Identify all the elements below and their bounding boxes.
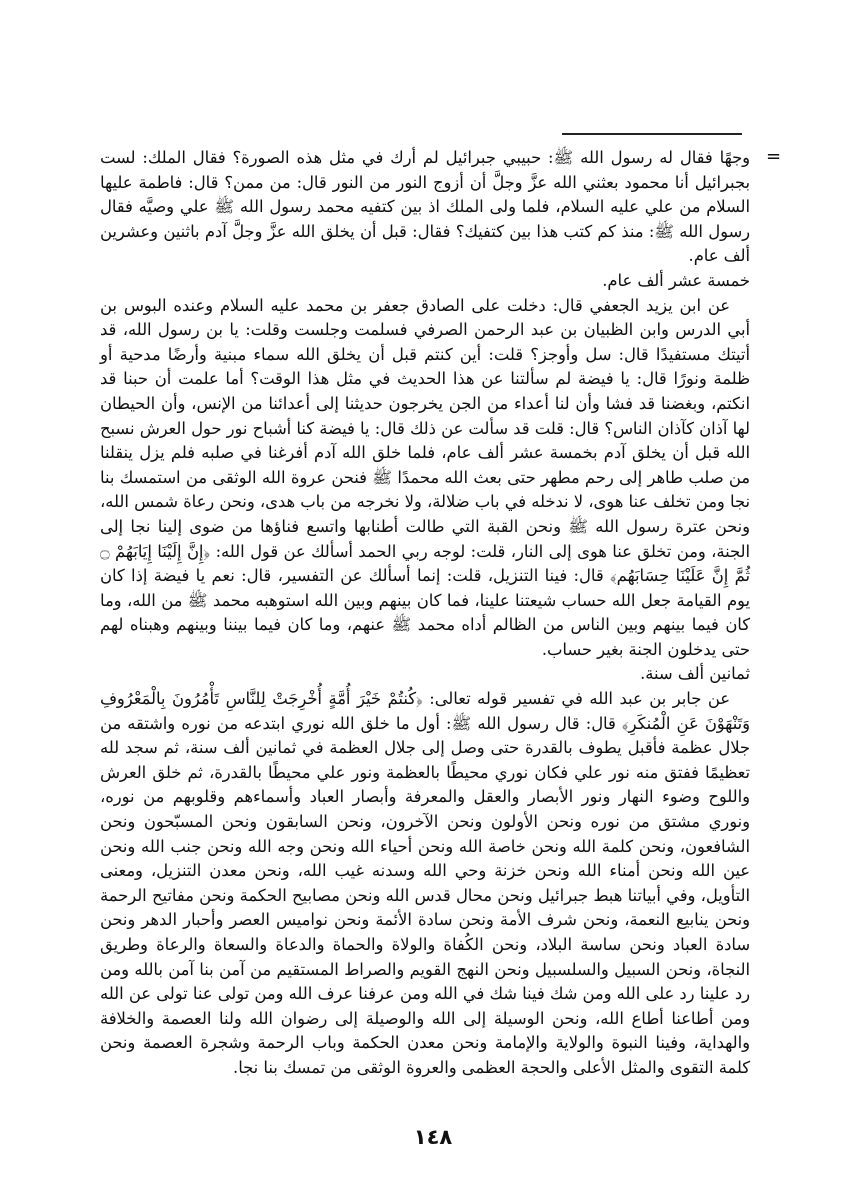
paragraph-heading-eighty-thousand: ثمانين ألف سنة. xyxy=(640,664,750,684)
paragraph-3: عن جابر بن عبد الله في تفسير قوله تعالى: ﴿كُنتُمْ خَيْرَ أُمَّةٍ أُخْرِجَتْ لِلنَّاسِ تَأْمُرُونَ بِالْمَعْرُوفِ وَتَنْهَوْنَ عَنِ الْمُنكَرِ﴾ قال: قال رسول الله ﷺ: أول ما خلق الله نوري ابتدعه من نوره واشتقه من جلال عظمة فأقبل يطوف بالقدرة حتى وصل إلى جلال العظمة في ثمانين ألف سنة، ثم سجد لله تعظيمًا ففتق منه نور علي فكان نوري محيطًا بالعظمة ونور علي محيطًا بالقدرة، ثم خلق العرش واللوح وضوء النهار ونور الأبصار والعقل والمعرفة وأبصار العباد وأسماءهم وقلوبهم من نوره، ونوري مشتق من نوره ونحن الأولون ونحن الآخرون، ونحن السابقون ونحن المسبّحون ونحن الشافعون، ونحن كلمة الله ونحن خاصة الله ونحن أحياء الله ونحن وجه الله ونحن جنب الله ونحن عين الله ونحن أمناء الله ونحن خزنة وحي الله وسدنه غيب الله، ونحن معدن التنزيل، ومعنى التأويل، وفي أبياتنا هبط جبرائيل ونحن محال قدس الله ونحن مصابيح الحكمة ونحن مفاتيح الرحمة ونحن ينابيع النعمة، ونحن شرف الأمة ونحن سادة الأئمة ونحن نواميس العصر وأحبار الدهر ونحن سادة العباد ونحن ساسة البلاد، ونحن الكُفاة والولاة والحماة والدعاة والسعاة والرعاة وطريق النجاة، ونحن السبيل والسلسبيل ونحن النهج القويم والصراط المستقيم من آمن بنا آمن بالله ومن رد علينا رد على الله ومن شك فينا شك في الله ومن عرفنا عرف الله ومن تولى عنا تولى عن الله ومن أطاعنا أطاع الله، ونحن الوسيلة إلى الله والوصيلة إلى رضوان الله ولنا العصمة والخلافة والهداية، وفينا النبوة والولاية والإمامة ونحن معدن الحكمة وباب الرحمة وشجرة العصمة ونحن كلمة التقوى والمثل الأعلى والحجة العظمى والعروة الوثقى من تمسك بنا نجا. xyxy=(100,689,750,1077)
paragraph-2: عن ابن يزيد الجعفي قال: دخلت على الصادق جعفر بن محمد عليه السلام وعنده البوس بن أبي الدرس وابن الظبيان بن عبد الرحمن الصرفي فسلمت وجلست وقلت: يا بن رسول الله، قد أتيتك مستفيدًا قال: سل وأوجز؟ قلت: أين كنتم قبل أن يخلق الله سماء مبنية وأرضًا مدحية أو ظلمة ونورًا قال: يا فيضة لم سألتنا عن هذا الحديث في مثل هذا الوقت؟ أما علمت أن حبنا قد انكتم، وبغضنا قد فشا وأن لنا أعداء من الجن يخرجون حديثنا إلى أعدائنا من الإنس، وأن الحيطان لها آذان كآذان الناس؟ قال: قلت قد سألت عن ذلك قال: يا فيضة كنا أشباح نور حول العرش نسبح الله قبل أن يخلق آدم بخمسة عشر ألف عام، فلما خلق الله آدم أفرغنا في صلبه فلم يزل ينقلنا من صلب طاهر إلى رحم مطهر حتى بعث الله محمدًا ﷺ فنحن عروة الله الوثقى من استمسك بنا نجا ومن تخلف عنا هوى، لا ندخله في باب ضلالة، ولا نخرجه من باب هدى، ونحن رعاة شمس الله، ونحن عترة رسول الله ﷺ ونحن القبة التي طالت أطنابها واتسع فناؤها من ضوى إلينا نجا إلى الجنة، ومن تخلق عنا هوى إلى النار، قلت: لوجه ربي الحمد أسألك عن قول الله: ﴿إِنَّ إِلَيْنَا إِيَابَهُمْ ۝ ثُمَّ إِنَّ عَلَيْنَا حِسَابَهُم﴾ قال: فينا التنزيل، قلت: إنما أسألك عن التفسير، قال: نعم يا فيضة إذا كان يوم القيامة جعل الله حساب شيعتنا علينا، فما كان بينهم وبين الله استوهبه محمد ﷺ من الله، وما كان فيما بينهم وبين الناس من الظالم أداه محمد ﷺ عنهم، وما كان فيما بيننا وبينهم وهبناه لهم حتى يدخلون الجنة بغير حساب. xyxy=(100,295,750,659)
paragraph-heading-fifteen-thousand: خمسة عشر ألف عام. xyxy=(602,270,750,290)
footnote-separator-rule xyxy=(562,133,742,135)
continuation-mark: = xyxy=(766,146,782,167)
paragraph-1: وجهًا فقال له رسول الله ﷺ: حبيبي جبرائيل لم أرك في مثل هذه الصورة؟ فقال الملك: لست بجبرائيل أنا محمود بعثني الله عزَّ وجلَّ أن أزوج النور من النور قال: من ممن؟ قال: فاطمة عليها السلام من علي عليه السلام، فلما ولى الملك اذ بين كتفيه محمد رسول الله ﷺ علي وصيَّه فقال رسول الله ﷺ: منذ كم كتب هذا بين كتفيك؟ فقال: قبل أن يخلق الله عزَّ وجلَّ آدم باثنين وعشرين ألف عام. xyxy=(100,148,750,266)
main-text xyxy=(100,146,750,1081)
page-number: ١٤٨ xyxy=(413,1125,453,1149)
